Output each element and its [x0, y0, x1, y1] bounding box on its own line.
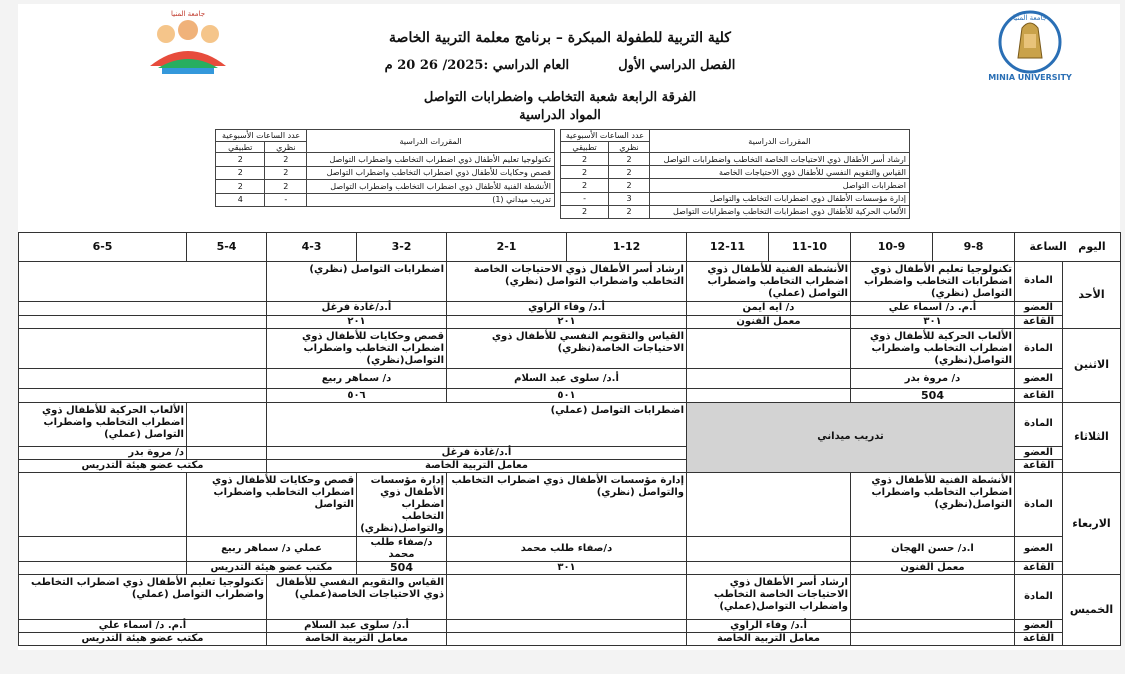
day-thursday: الخميس: [1063, 575, 1121, 646]
thu-room-1: معامل التربية الخاصة: [687, 632, 851, 645]
course-name: الألعاب الحركية للأطفال ذوي اضطرابات التخاطب واضطرابات التواصل: [649, 205, 909, 218]
time-slot: 5-4: [187, 233, 267, 262]
semester-line: [330, 58, 790, 73]
sun-subject-3: ارشاد أسر الأطفال ذوي الاحتياجات الخاصة التخاطب واضطراب التواصل (نظري): [447, 262, 687, 301]
wed-room-1: معمل الفنون: [851, 562, 1015, 575]
course-practical: 2: [561, 179, 609, 192]
logo-left-top-text: جامعة المنيا: [170, 10, 206, 18]
hour-header: الساعة: [1029, 240, 1067, 254]
sun-room-4: ٢٠١: [267, 315, 447, 328]
sun-member-3: أ.د/ وفاء الراوي: [447, 301, 687, 315]
day-sunday: الأحد: [1063, 262, 1121, 329]
time-slot: 9-8: [933, 233, 1015, 262]
course-theory: -: [265, 193, 307, 207]
wed-member-4: عملي د/ سماهر ربيع: [187, 536, 357, 561]
thu-subject-2: القياس والتقويم النفسي للأطفال ذوي الاحتياجات الخاصة(عملي): [267, 575, 447, 619]
mon-member-1: د/ مروة بدر: [851, 369, 1015, 389]
thu-room-3: مكتب عضو هيئة التدريس: [19, 632, 267, 645]
time-slot: 3-2: [357, 233, 447, 262]
time-slot: 4-3: [267, 233, 357, 262]
course-theory: 2: [609, 153, 650, 166]
courses-table-right: [560, 129, 910, 219]
course-name: تكنولوجيا تعليم الأطفال ذوي اضطراب التخاطب واضطراب التواصل: [307, 153, 555, 167]
room-label: القاعة: [1015, 460, 1063, 473]
course-practical: 4: [216, 193, 265, 207]
time-slot: 10-9: [851, 233, 933, 262]
wed-room-2: ٣٠١: [447, 562, 687, 575]
course-practical: 2: [216, 180, 265, 194]
weekly-schedule-table: [18, 232, 1121, 646]
room-label: القاعة: [1015, 315, 1063, 328]
course-theory: 2: [609, 179, 650, 192]
time-slot: 12-11: [687, 233, 769, 262]
mon-room-3: ٥٠٦: [267, 389, 447, 402]
sun-room-2: معمل الفنون: [687, 315, 851, 328]
member-label: العضو: [1015, 536, 1063, 561]
member-label: العضو: [1015, 369, 1063, 389]
course-name: إدارة مؤسسات الأطفال ذوي اضطرابات التخاطب والتواصل: [649, 192, 909, 205]
thu-room-2: معامل التربية الخاصة: [267, 632, 447, 645]
subject-label: المادة: [1015, 473, 1063, 537]
year-division-title: الفرقة الرابعة شعبة التخاطب واضطرابات التواصل: [423, 90, 697, 105]
sun-subject-4: اضطرابات التواصل (نظري): [267, 262, 447, 301]
tue-member-2: د/ مروة بدر: [19, 447, 187, 460]
sun-member-2: د/ ايه ايمن: [687, 301, 851, 315]
hours-header: عدد الساعات الأسبوعية: [216, 130, 307, 142]
course-theory: 2: [265, 180, 307, 194]
course-name: قصص وحكايات للأطفال ذوي اضطراب التخاطب واضطراب التواصل: [307, 166, 555, 180]
day-wednesday: الاربعاء: [1063, 473, 1121, 575]
room-label: القاعة: [1015, 562, 1063, 575]
sun-member-4: أ.د/غادة فرغل: [267, 301, 447, 315]
mon-subject-3: قصص وحكايات للأطفال ذوي اضطراب التخاطب واضطراب التواصل(نظري): [267, 328, 447, 368]
day-monday: الاثنين: [1063, 328, 1121, 402]
room-label: القاعة: [1015, 389, 1063, 402]
member-label: العضو: [1015, 447, 1063, 460]
course-practical: 2: [561, 166, 609, 179]
subject-label: المادة: [1015, 328, 1063, 368]
course-name: اضطرابات التواصل: [649, 179, 909, 192]
courses-name-header: المقررات الدراسية: [649, 130, 909, 153]
course-name: ارشاد أسر الأطفال ذوي الاحتياجات الخاصة التخاطب واضطرابات التواصل: [649, 153, 909, 166]
thu-subject-1: ارشاد أسر الأطفال ذوي الاحتياجات الخاصة التخاطب واضطراب التواصل(عملي): [687, 575, 851, 619]
field-training-block: تدريب ميداني: [687, 402, 1015, 473]
thu-subject-3: تكنولوجيا تعليم الأطفال ذوي اضطراب التخاطب واضطراب التواصل (عملي): [19, 575, 267, 619]
theory-header: نظري: [609, 142, 650, 153]
member-label: العضو: [1015, 301, 1063, 315]
courses-name-header: المقررات الدراسية: [307, 130, 555, 153]
wed-member-1: ا.د/ حسن الهجان: [851, 536, 1015, 561]
course-theory: 2: [265, 166, 307, 180]
subject-label: المادة: [1015, 575, 1063, 619]
course-practical: 2: [216, 166, 265, 180]
mon-subject-2: القياس والتقويم النفسي للأطفال ذوي الاحتياجات الخاصة(نظري): [447, 328, 687, 368]
wed-subject-4: قصص وحكايات للأطفال ذوي اضطراب التخاطب واضطراب التواصل: [187, 473, 357, 537]
course-theory: 3: [609, 192, 650, 205]
mon-room-2: ٥٠١: [447, 389, 687, 402]
wed-subject-2: إدارة مؤسسات الأطفال ذوي اضطراب التخاطب والتواصل (نظري): [447, 473, 687, 537]
course-name: الأنشطة الفنية للأطفال ذوي اضطراب التخاطب واضطراب التواصل: [307, 180, 555, 194]
sun-room-3: ٢٠١: [447, 315, 687, 328]
course-theory: 2: [609, 166, 650, 179]
wed-room-4: مكتب عضو هيئة التدريس: [187, 562, 357, 575]
mon-subject-1: الألعاب الحركية للأطفال ذوي اضطراب التخاطب واضطراب التواصل(نظري): [851, 328, 1015, 368]
time-slot: 1-12: [567, 233, 687, 262]
thu-member-2: أ.د/ سلوى عبد السلام: [267, 619, 447, 632]
sun-subject-1: تكنولوجيا تعليم الأطفال ذوي اضطرابات التخاطب واضطراب التواصل (نظري): [851, 262, 1015, 301]
tue-room-2: مكتب عضو هيئة التدريس: [19, 460, 267, 473]
time-slot: 6-5: [19, 233, 187, 262]
mon-room-1: 504: [851, 389, 1015, 402]
logo-caption: MINIA UNIVERSITY: [988, 73, 1072, 82]
practical-header: تطبيقي: [216, 142, 265, 153]
subject-label: المادة: [1015, 262, 1063, 301]
academic-year: العام الدراسي :2025/ 26 20 م: [384, 58, 570, 73]
day-header: اليوم: [1078, 240, 1106, 254]
sun-subject-2: الأنشطة الفنية للأطفال ذوي اضطراب التخاطب واضطراب التواصل (عملي): [687, 262, 851, 301]
member-label: العضو: [1015, 619, 1063, 632]
subject-label: المادة: [1015, 402, 1063, 446]
tue-subject-2: الألعاب الحركية للأطفال ذوي اضطراب التخاطب واضطراب التواصل (عملي): [19, 402, 187, 446]
courses-title: المواد الدراسية: [519, 108, 601, 123]
course-theory: 2: [609, 205, 650, 218]
room-label: القاعة: [1015, 632, 1063, 645]
hours-header: عدد الساعات الأسبوعية: [561, 130, 650, 142]
courses-table-left: [215, 129, 555, 207]
practical-header: تطبيقي: [561, 142, 609, 153]
course-practical: -: [561, 192, 609, 205]
wed-subject-3: إدارة مؤسسات الأطفال ذوي اضطراب التخاطب والتواصل(نظري): [357, 473, 447, 537]
minia-university-logo: [988, 8, 1072, 84]
tue-subject-1: اضطرابات التواصل (عملي): [267, 402, 687, 446]
sun-member-1: أ.م. د/ اسماء علي: [851, 301, 1015, 315]
wed-subject-1: الأنشطة الفنية للأطفال ذوي اضطراب التخاطب واضطراب التواصل(نظري): [851, 473, 1015, 537]
logo-top-text: جامعة المنيا: [1012, 14, 1048, 22]
day-tuesday: الثلاثاء: [1063, 402, 1121, 473]
theory-header: نظري: [265, 142, 307, 153]
wed-member-2: د/صفاء طلب محمد: [447, 536, 687, 561]
course-name: تدريب ميداني (1): [307, 193, 555, 207]
faculty-logo: [140, 6, 236, 84]
tue-member-1: أ.د/غادة فرغل: [267, 447, 687, 460]
course-name: القياس والتقويم النفسي للأطفال ذوي الاحتياجات الخاصة: [649, 166, 909, 179]
wed-room-3: 504: [357, 562, 447, 575]
course-practical: 2: [561, 153, 609, 166]
thu-member-3: أ.م. د/ اسماء علي: [19, 619, 267, 632]
time-slot: 2-1: [447, 233, 567, 262]
sun-room-1: ٣٠١: [851, 315, 1015, 328]
thu-member-1: أ.د/ وفاء الراوي: [687, 619, 851, 632]
wed-member-3: د/صفاء طلب محمد: [357, 536, 447, 561]
mon-member-3: د/ سماهر ربيع: [267, 369, 447, 389]
course-practical: 2: [561, 205, 609, 218]
faculty-title: كلية التربية للطفولة المبكرة – برنامج معلمة التربية الخاصة: [389, 30, 731, 46]
semester: الفصل الدراسي الأول: [618, 58, 736, 73]
tue-room-1: معامل التربية الخاصة: [267, 460, 687, 473]
course-theory: 2: [265, 153, 307, 167]
day-hour-header: [1015, 233, 1121, 262]
time-slot: 11-10: [769, 233, 851, 262]
mon-member-2: أ.د/ سلوى عبد السلام: [447, 369, 687, 389]
course-practical: 2: [216, 153, 265, 167]
